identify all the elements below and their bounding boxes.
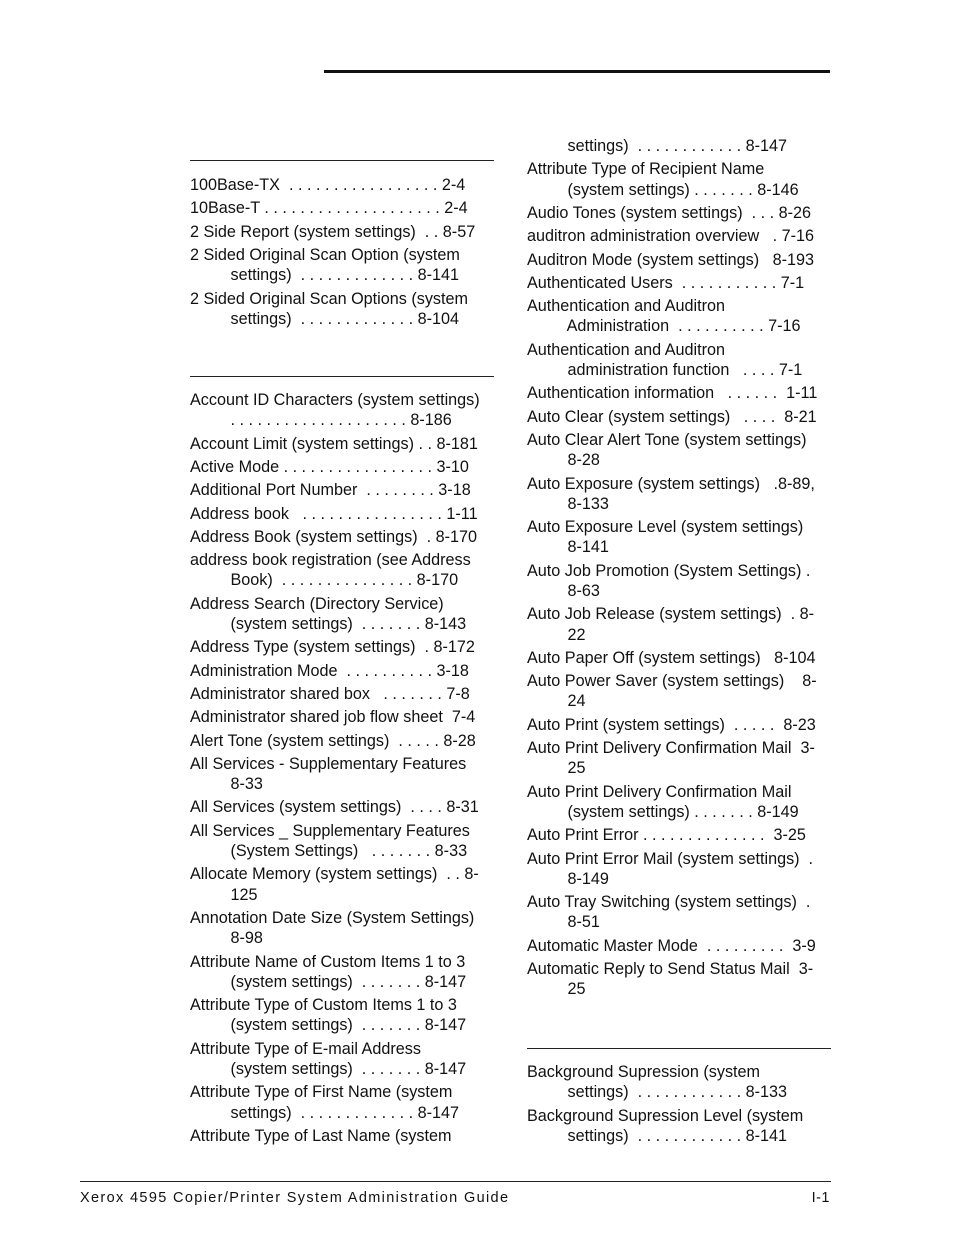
index-entry xyxy=(527,825,831,845)
index-entry xyxy=(190,995,494,1036)
index-entry-term: Auto Job Release (system settings) . 8- xyxy=(527,605,814,624)
index-entry xyxy=(190,457,494,477)
header-rule xyxy=(324,70,830,73)
index-entry xyxy=(527,296,831,337)
index-entry-term: Account Limit (system settings) . . 8-181 xyxy=(190,434,478,453)
index-entry-continuation: 8-33 xyxy=(190,775,263,794)
index-entry-continuation: Administration . . . . . . . . . . 7-16 xyxy=(527,317,801,336)
page-number: I-1 xyxy=(811,1190,830,1206)
index-entry xyxy=(527,250,831,270)
index-entry-term: Authentication and Auditron xyxy=(527,340,725,359)
index-entry-term: Auto Print Error Mail (system settings) . xyxy=(527,849,814,868)
index-entry-term: Administrator shared box . . . . . . . 7-8 xyxy=(190,684,470,703)
index-entry-term: Active Mode . . . . . . . . . . . . . . . . . 3-10 xyxy=(190,457,469,476)
index-entry-term: Auto Job Promotion (System Settings) . xyxy=(527,561,811,580)
index-entry-continuation: settings) . . . . . . . . . . . . 8-141 xyxy=(527,1126,787,1145)
index-entry xyxy=(527,1106,831,1147)
index-entry xyxy=(190,175,494,195)
index-entry xyxy=(527,159,831,200)
index-entry-continuation: settings) . . . . . . . . . . . . . 8-141 xyxy=(190,266,459,285)
index-entry xyxy=(527,474,831,515)
index-entry-term: Automatic Master Mode . . . . . . . . . 3-9 xyxy=(527,936,816,955)
index-entry-term: Auto Print (system settings) . . . . . 8-23 xyxy=(527,715,816,734)
index-entry-term: settings) . . . . . . . . . . . . 8-147 xyxy=(527,137,787,155)
index-entry xyxy=(527,407,831,427)
index-entry xyxy=(527,738,831,779)
index-entry xyxy=(190,684,494,704)
index-entry-continuation: 8-133 xyxy=(527,494,609,513)
section-divider xyxy=(190,160,494,161)
index-entry-term: Audio Tones (system settings) . . . 8-26 xyxy=(527,203,812,222)
index-entry-term: 100Base-TX . . . . . . . . . . . . . . . . . 2-4 xyxy=(190,176,466,194)
index-entry xyxy=(527,1062,831,1103)
index-entry xyxy=(190,289,494,330)
index-entry xyxy=(190,864,494,905)
index-entry xyxy=(527,561,831,602)
index-entry-term: All Services _ Supplementary Features xyxy=(190,821,470,840)
index-entry-term: Auto Power Saver (system settings) 8- xyxy=(527,672,817,691)
index-entry-term: auditron administration overview . 7-16 xyxy=(527,227,815,246)
index-entry xyxy=(527,226,831,246)
index-entry-continuation: settings) . . . . . . . . . . . . . 8-147 xyxy=(190,1103,459,1122)
index-entry-continuation: 8-141 xyxy=(527,538,609,557)
index-entry-term: Auto Print Delivery Confirmation Mail xyxy=(527,782,792,801)
index-entry xyxy=(527,136,831,156)
index-entry-term: Automatic Reply to Send Status Mail 3- xyxy=(527,960,814,979)
index-entry-continuation: 22 xyxy=(527,625,586,644)
index-entry xyxy=(527,849,831,890)
index-entry-term: Administration Mode . . . . . . . . . . 3-18 xyxy=(190,661,469,680)
index-entry-term: Auditron Mode (system settings) 8-193 xyxy=(527,250,815,269)
index-entry-term: Additional Port Number . . . . . . . . 3-18 xyxy=(190,481,471,500)
index-entry xyxy=(190,797,494,817)
index-entry-continuation: (system settings) . . . . . . . 8-147 xyxy=(190,972,467,991)
index-entry-term: Auto Exposure Level (system settings) xyxy=(527,518,804,537)
index-entry xyxy=(190,1039,494,1080)
index-entry xyxy=(190,594,494,635)
index-entry xyxy=(190,1082,494,1123)
section-divider xyxy=(527,1048,831,1049)
index-entry xyxy=(190,754,494,795)
index-entry xyxy=(190,434,494,454)
index-entry xyxy=(527,892,831,933)
index-entry-continuation: settings) . . . . . . . . . . . . . 8-104 xyxy=(190,309,459,328)
index-entry-term: Auto Tray Switching (system settings) . xyxy=(527,893,811,912)
index-entry xyxy=(190,198,494,218)
index-entry-term: 10Base-T . . . . . . . . . . . . . . . . . . . . 2-4 xyxy=(190,199,468,218)
index-entry-term: Auto Clear (system settings) . . . . 8-21 xyxy=(527,407,817,426)
index-entry xyxy=(190,550,494,591)
index-entry-term: Authentication and Auditron xyxy=(527,297,725,316)
index-entry-continuation: settings) . . . . . . . . . . . . 8-133 xyxy=(527,1083,787,1102)
index-entry-continuation: (system settings) . . . . . . . 8-146 xyxy=(527,180,799,199)
index-entry-term: 2 Sided Original Scan Option (system xyxy=(190,245,460,264)
index-entry xyxy=(190,731,494,751)
index-entry xyxy=(190,390,494,431)
index-entry-continuation: 8-98 xyxy=(190,929,263,948)
index-entry xyxy=(190,480,494,500)
index-entry xyxy=(527,671,831,712)
index-entry xyxy=(527,383,831,403)
index-entry-continuation: 8-28 xyxy=(527,451,600,470)
index-entry xyxy=(190,1126,494,1146)
index-entry xyxy=(527,517,831,558)
index-entry-continuation: (system settings) . . . . . . . 8-147 xyxy=(190,1016,467,1035)
index-entry-continuation: (System Settings) . . . . . . . 8-33 xyxy=(190,841,468,860)
index-entry-term: Attribute Name of Custom Items 1 to 3 xyxy=(190,952,466,971)
footer-title: Xerox 4595 Copier/Printer System Administration Guide xyxy=(80,1190,510,1206)
index-entry xyxy=(527,648,831,668)
index-entry xyxy=(190,504,494,524)
index-entry-continuation: 8-51 xyxy=(527,913,600,932)
index-entry xyxy=(190,637,494,657)
index-entry xyxy=(527,273,831,293)
index-entry-continuation: (system settings) . . . . . . . 8-147 xyxy=(190,1059,467,1078)
index-entry xyxy=(190,821,494,862)
index-entry-term: Authentication information . . . . . . 1-11 xyxy=(527,384,818,403)
index-entry-term: All Services (system settings) . . . . 8-31 xyxy=(190,798,479,817)
index-entry xyxy=(527,715,831,735)
index-entry-term: 2 Side Report (system settings) . . 8-57 xyxy=(190,222,476,241)
index-entry-term: Annotation Date Size (System Settings) xyxy=(190,908,475,927)
index-entry-term: Account ID Characters (system settings) xyxy=(190,391,480,409)
index-entry-term: Alert Tone (system settings) . . . . . 8-28 xyxy=(190,731,476,750)
index-entry-continuation: (system settings) . . . . . . . 8-149 xyxy=(527,802,799,821)
index-entry xyxy=(527,604,831,645)
index-entry xyxy=(190,707,494,727)
index-entry xyxy=(190,952,494,993)
index-entry-term: Allocate Memory (system settings) . . 8- xyxy=(190,865,479,884)
index-entry-term: Address Type (system settings) . 8-172 xyxy=(190,638,475,657)
index-entry xyxy=(527,959,831,1000)
index-entry-continuation: 8-63 xyxy=(527,581,600,600)
index-entry xyxy=(190,222,494,242)
index-entry xyxy=(527,936,831,956)
index-entry-term: Address book . . . . . . . . . . . . . . . . 1-11 xyxy=(190,504,478,523)
index-entry-continuation: 25 xyxy=(527,759,586,778)
index-entry-continuation: administration function . . . . 7-1 xyxy=(527,360,803,379)
index-entry-term: Administrator shared job flow sheet 7-4 xyxy=(190,708,476,727)
index-entry-continuation: 8-149 xyxy=(527,869,609,888)
footer-rule xyxy=(80,1181,831,1182)
index-entry xyxy=(527,430,831,471)
index-entry-term: Auto Print Error . . . . . . . . . . . . . . 3-25 xyxy=(527,826,806,845)
index-entry-term: Background Supression (system xyxy=(527,1063,761,1081)
index-entry-term: Authenticated Users . . . . . . . . . . . 7-1 xyxy=(527,273,805,292)
index-entry-term: 2 Sided Original Scan Options (system xyxy=(190,289,469,308)
index-entry xyxy=(190,527,494,547)
index-entry-term: Auto Clear Alert Tone (system settings) xyxy=(527,430,807,449)
index-entry xyxy=(190,245,494,286)
index-entry-term: All Services - Supplementary Features xyxy=(190,754,467,773)
index-entry-term: Attribute Type of Custom Items 1 to 3 xyxy=(190,996,457,1015)
index-entry-term: Auto Paper Off (system settings) 8-104 xyxy=(527,648,816,667)
index-entry xyxy=(190,908,494,949)
index-entry-continuation: 24 xyxy=(527,692,586,711)
index-entry-continuation: 125 xyxy=(190,885,258,904)
index-entry-term: Background Supression Level (system xyxy=(527,1106,804,1125)
index-entry-term: Attribute Type of Last Name (system xyxy=(190,1126,452,1145)
index-entry-continuation: Book) . . . . . . . . . . . . . . . 8-170 xyxy=(190,571,459,590)
index-entry-continuation: 25 xyxy=(527,980,586,999)
index-entry-continuation: . . . . . . . . . . . . . . . . . . . . 8-186 xyxy=(190,411,452,430)
index-entry xyxy=(527,340,831,381)
index-entry-continuation: (system settings) . . . . . . . 8-143 xyxy=(190,614,467,633)
index-entry-term: Attribute Type of E-mail Address xyxy=(190,1039,421,1058)
index-entry-term: Auto Print Delivery Confirmation Mail 3- xyxy=(527,739,815,758)
index-entry-term: Attribute Type of Recipient Name xyxy=(527,160,765,179)
index-entry-term: Address Book (system settings) . 8-170 xyxy=(190,527,477,546)
index-entry xyxy=(527,203,831,223)
index-entry-term: address book registration (see Address xyxy=(190,551,471,570)
index-entry xyxy=(190,661,494,681)
index-entry-term: Address Search (Directory Service) xyxy=(190,594,444,613)
index-entry-term: Auto Exposure (system settings) .8-89, xyxy=(527,474,815,493)
index-entry-term: Attribute Type of First Name (system xyxy=(190,1083,453,1102)
section-divider xyxy=(190,376,494,377)
index-entry xyxy=(527,782,831,823)
